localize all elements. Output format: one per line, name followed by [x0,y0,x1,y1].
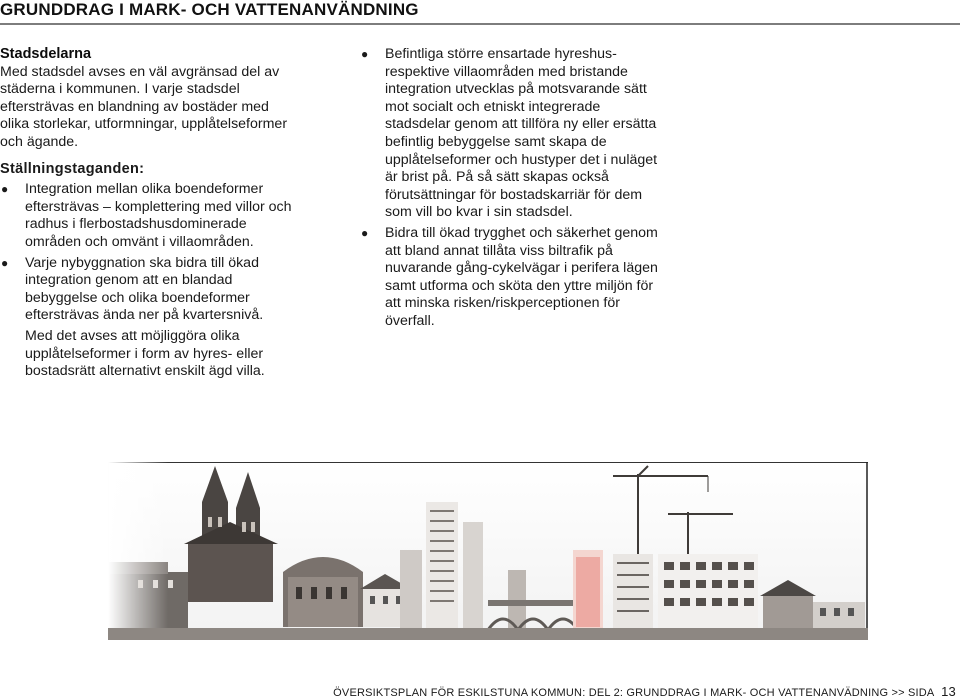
cityscape-collage-image [108,462,868,640]
positions-list [0,181,300,325]
continuation-paragraph: Med det avses att möjliggöra olika upplåtelseformer i form av hyres- eller bostadsrätt alternativt enskilt ägd villa. [25,327,265,380]
left-column [0,46,300,381]
list-item [0,181,300,251]
list-item [360,225,660,331]
bullet-icon: ● [361,225,369,240]
section-heading: Stadsdelarna [0,46,92,62]
list-item [0,255,300,325]
bullet-icon: ● [361,47,369,61]
positions-list-continued [360,46,660,331]
right-column [360,46,660,334]
list-item-text: Varje nybyggnation ska bidra till ökad integration genom att en blandad bebyggelse och olika boendeformer eftersträvas ända ner på kvartersnivå. [25,254,264,324]
intro-paragraph: Med stadsdel avses en väl avgränsad del av städerna i kommunen. I varje stadsdel eftersträvas en blandning av bostäder med olika storlekar, utformningar, upplåtelseformer och ägande. [0,63,288,150]
page-number: 13 [941,684,956,699]
page-footer [333,684,956,699]
list-item-text: Bidra till ökad trygghet och säkerhet genom att bland annat tillåta viss biltrafik på nuvarande gång-cykelvägar i perifera lägen samt utforma och sköta den yttre miljön för att minska risken/riskperceptionen för överfall. [385,224,658,329]
cityscape-collage-icon [108,462,868,640]
list-item-text: Integration mellan olika boendeformer eftersträvas – komplettering med villor och radhus i flerbostadshusdominerade områden och omvänt i villaområden. [25,181,292,250]
footer-text: ÖVERSIKTSPLAN FÖR ESKILSTUNA KOMMUN: DEL 2: GRUNDDRAG I MARK- OCH VATTENANVÄDNING >> SIDA [333,687,934,699]
page-title: GRUNDDRAG I MARK- OCH VATTENANVÄNDNING [0,0,960,25]
bullet-icon: ● [1,182,9,197]
list-item-text: Befintliga större ensartade hyreshus- respektive villaområden med bristande integration utvecklas på motsvarande sätt mot socialt och etniskt integrerade stadsdelar genom att tillföra ny eller ersätta befintlig bebyggelse samt skapa de upplåtelseformer och hustyper det i nuläget är brist på. På så sätt skapas också förutsättningar för bostadskarriär för dem som vill bo kvar i sin stadsdel. [385,46,658,221]
bullet-icon: ● [1,255,9,270]
list-item [360,46,660,222]
positions-heading: Ställningstaganden: [0,160,145,177]
